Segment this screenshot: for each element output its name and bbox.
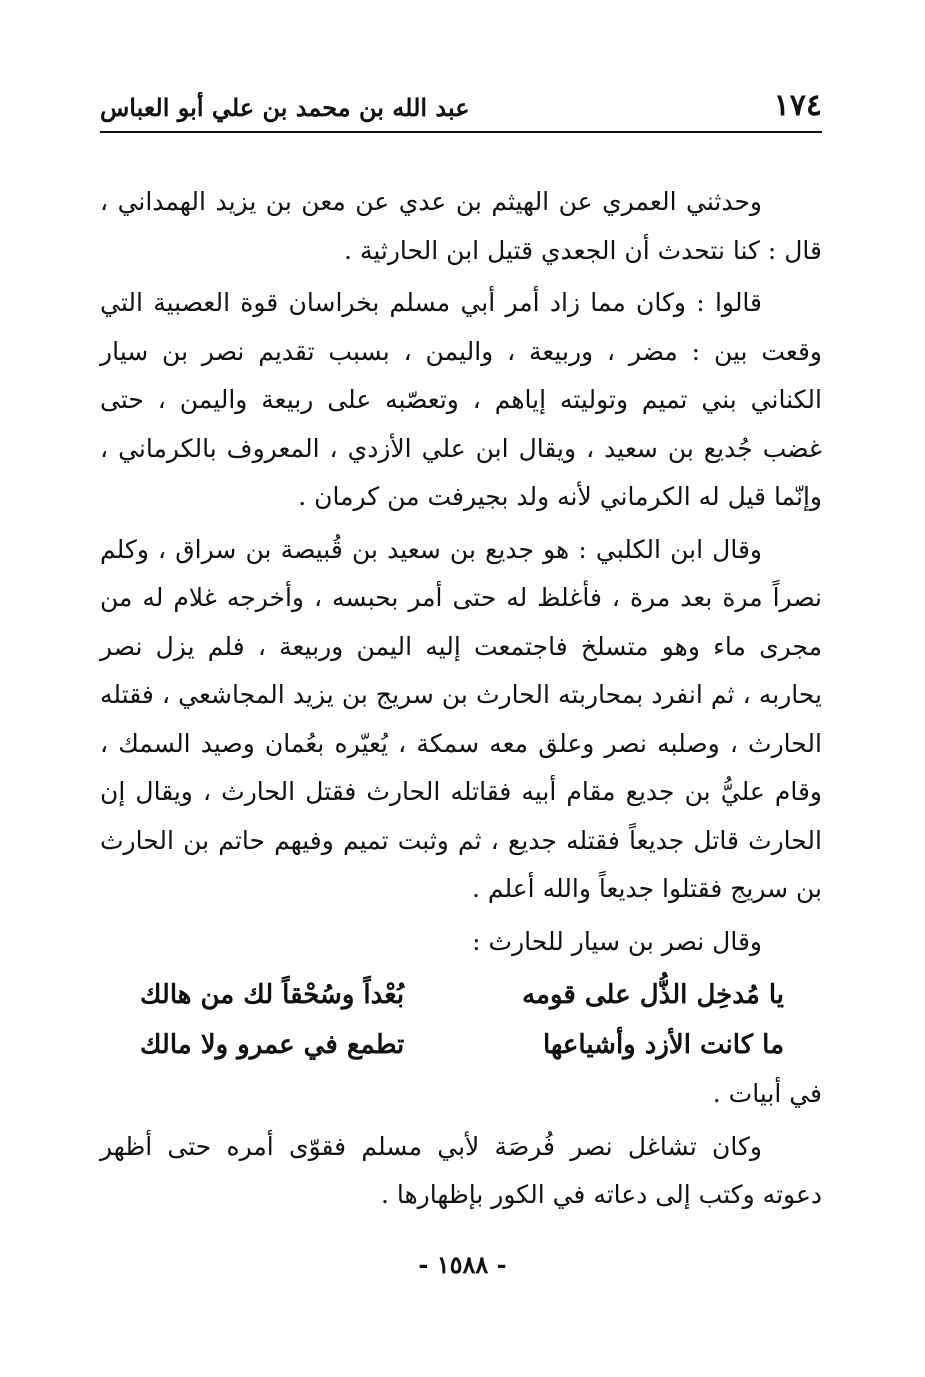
text-line: بين : مضر ، وربيعة ، واليمن ، بسبب تقديم نصر بن سيار الكناني بني bbox=[100, 336, 822, 414]
after-verses-note bbox=[100, 1070, 822, 1119]
text-line: جديع ، ثم وثبت تميم وفيهم حاتم بن الحارث بن سريج فقتلوا جديعاً والله bbox=[100, 825, 822, 903]
header-page-number: ١٧٤ bbox=[773, 88, 822, 123]
header-title: عبد الله بن محمد بن علي أبو العباس bbox=[100, 93, 470, 122]
text-line: وقال نصر بن سيار للحارث : bbox=[472, 926, 762, 956]
text-line: أعلم . bbox=[471, 874, 535, 903]
verse-first-hemistich: ما كانت الأزد وأشياعها bbox=[542, 1030, 784, 1060]
text-line: مقام أبيه فقاتله الحارث فقتل الحارث ، ويقال إن الحارث قاتل جديعاً فقتله bbox=[100, 777, 822, 855]
paragraph-2 bbox=[100, 279, 822, 522]
text-line: تميم وتوليته إياهم ، وتعصّبه على ربيعة واليمن ، حتى غضب جُديع بن bbox=[100, 385, 822, 463]
paragraph-1 bbox=[100, 178, 822, 275]
text-line: نصراً مرة بعد مرة ، فأغلظ له حتى أمر بحبسه ، وأخرجه غلام له من مجرى bbox=[100, 583, 822, 661]
verse-second-hemistich: بُعْداً وسُحْقاً لك من هالك bbox=[140, 980, 405, 1010]
verse-1 bbox=[100, 970, 822, 1020]
text-line: وحدثني العمري عن الهيثم بن عدي عن معن بن يزيد الهمداني ، bbox=[100, 187, 762, 216]
main-text bbox=[100, 178, 822, 1224]
running-header bbox=[100, 86, 822, 130]
text-line: وقال ابن الكلبي : هو جديع بن سعيد بن قُبيصة بن سراق ، وكلم bbox=[100, 534, 762, 564]
footer-page-number: - ١٥٨٨ - bbox=[418, 1250, 507, 1279]
text-line: قالوا : وكان مما زاد أمر أبي مسلم بخراسان قوة العصبية التي وقعت bbox=[100, 288, 822, 366]
paragraph-3 bbox=[100, 526, 822, 914]
text-line: في أبيات . bbox=[712, 1079, 822, 1108]
text-line: وكان تشاغل نصر فُرصَة لأبي مسلم فقوّى أمره حتى أظهر دعوته bbox=[100, 1131, 822, 1209]
text-line: انفرد بمحاربته الحارث بن سريج بن يزيد المجاشعي ، فقتله الحارث ، وصلبه bbox=[100, 680, 822, 758]
verse-first-hemistich: يا مُدخِل الذُّل على قومه bbox=[522, 980, 784, 1010]
verse-2 bbox=[100, 1020, 822, 1070]
header-divider bbox=[100, 131, 822, 133]
text-line: قال : كنا نتحدث أن الجعدي قتيل ابن الحارثية . bbox=[344, 235, 822, 265]
text-line: ماء وهو متسلخ فاجتمعت إليه اليمن وربيعة ، فلم يزل نصر يحاربه ، ثم bbox=[100, 631, 822, 709]
text-line: نصر وعلق معه سمكة ، يُعيّره بعُمان وصيد السمك ، وقام عليُّ بن جديع bbox=[100, 728, 823, 806]
text-line: سعيد ، ويقال ابن علي الأزدي ، المعروف بالكرماني ، وإنّما قيل له الكرماني bbox=[100, 433, 822, 511]
text-line: لأنه ولد بجيرفت من كرمان . bbox=[298, 482, 592, 511]
paragraph-4 bbox=[100, 918, 822, 967]
closing-paragraph bbox=[100, 1123, 822, 1220]
text-line: وكتب إلى دعاته في الكور بإظهارها . bbox=[380, 1180, 755, 1209]
verse-second-hemistich: تطمع في عمرو ولا مالك bbox=[140, 1030, 405, 1060]
